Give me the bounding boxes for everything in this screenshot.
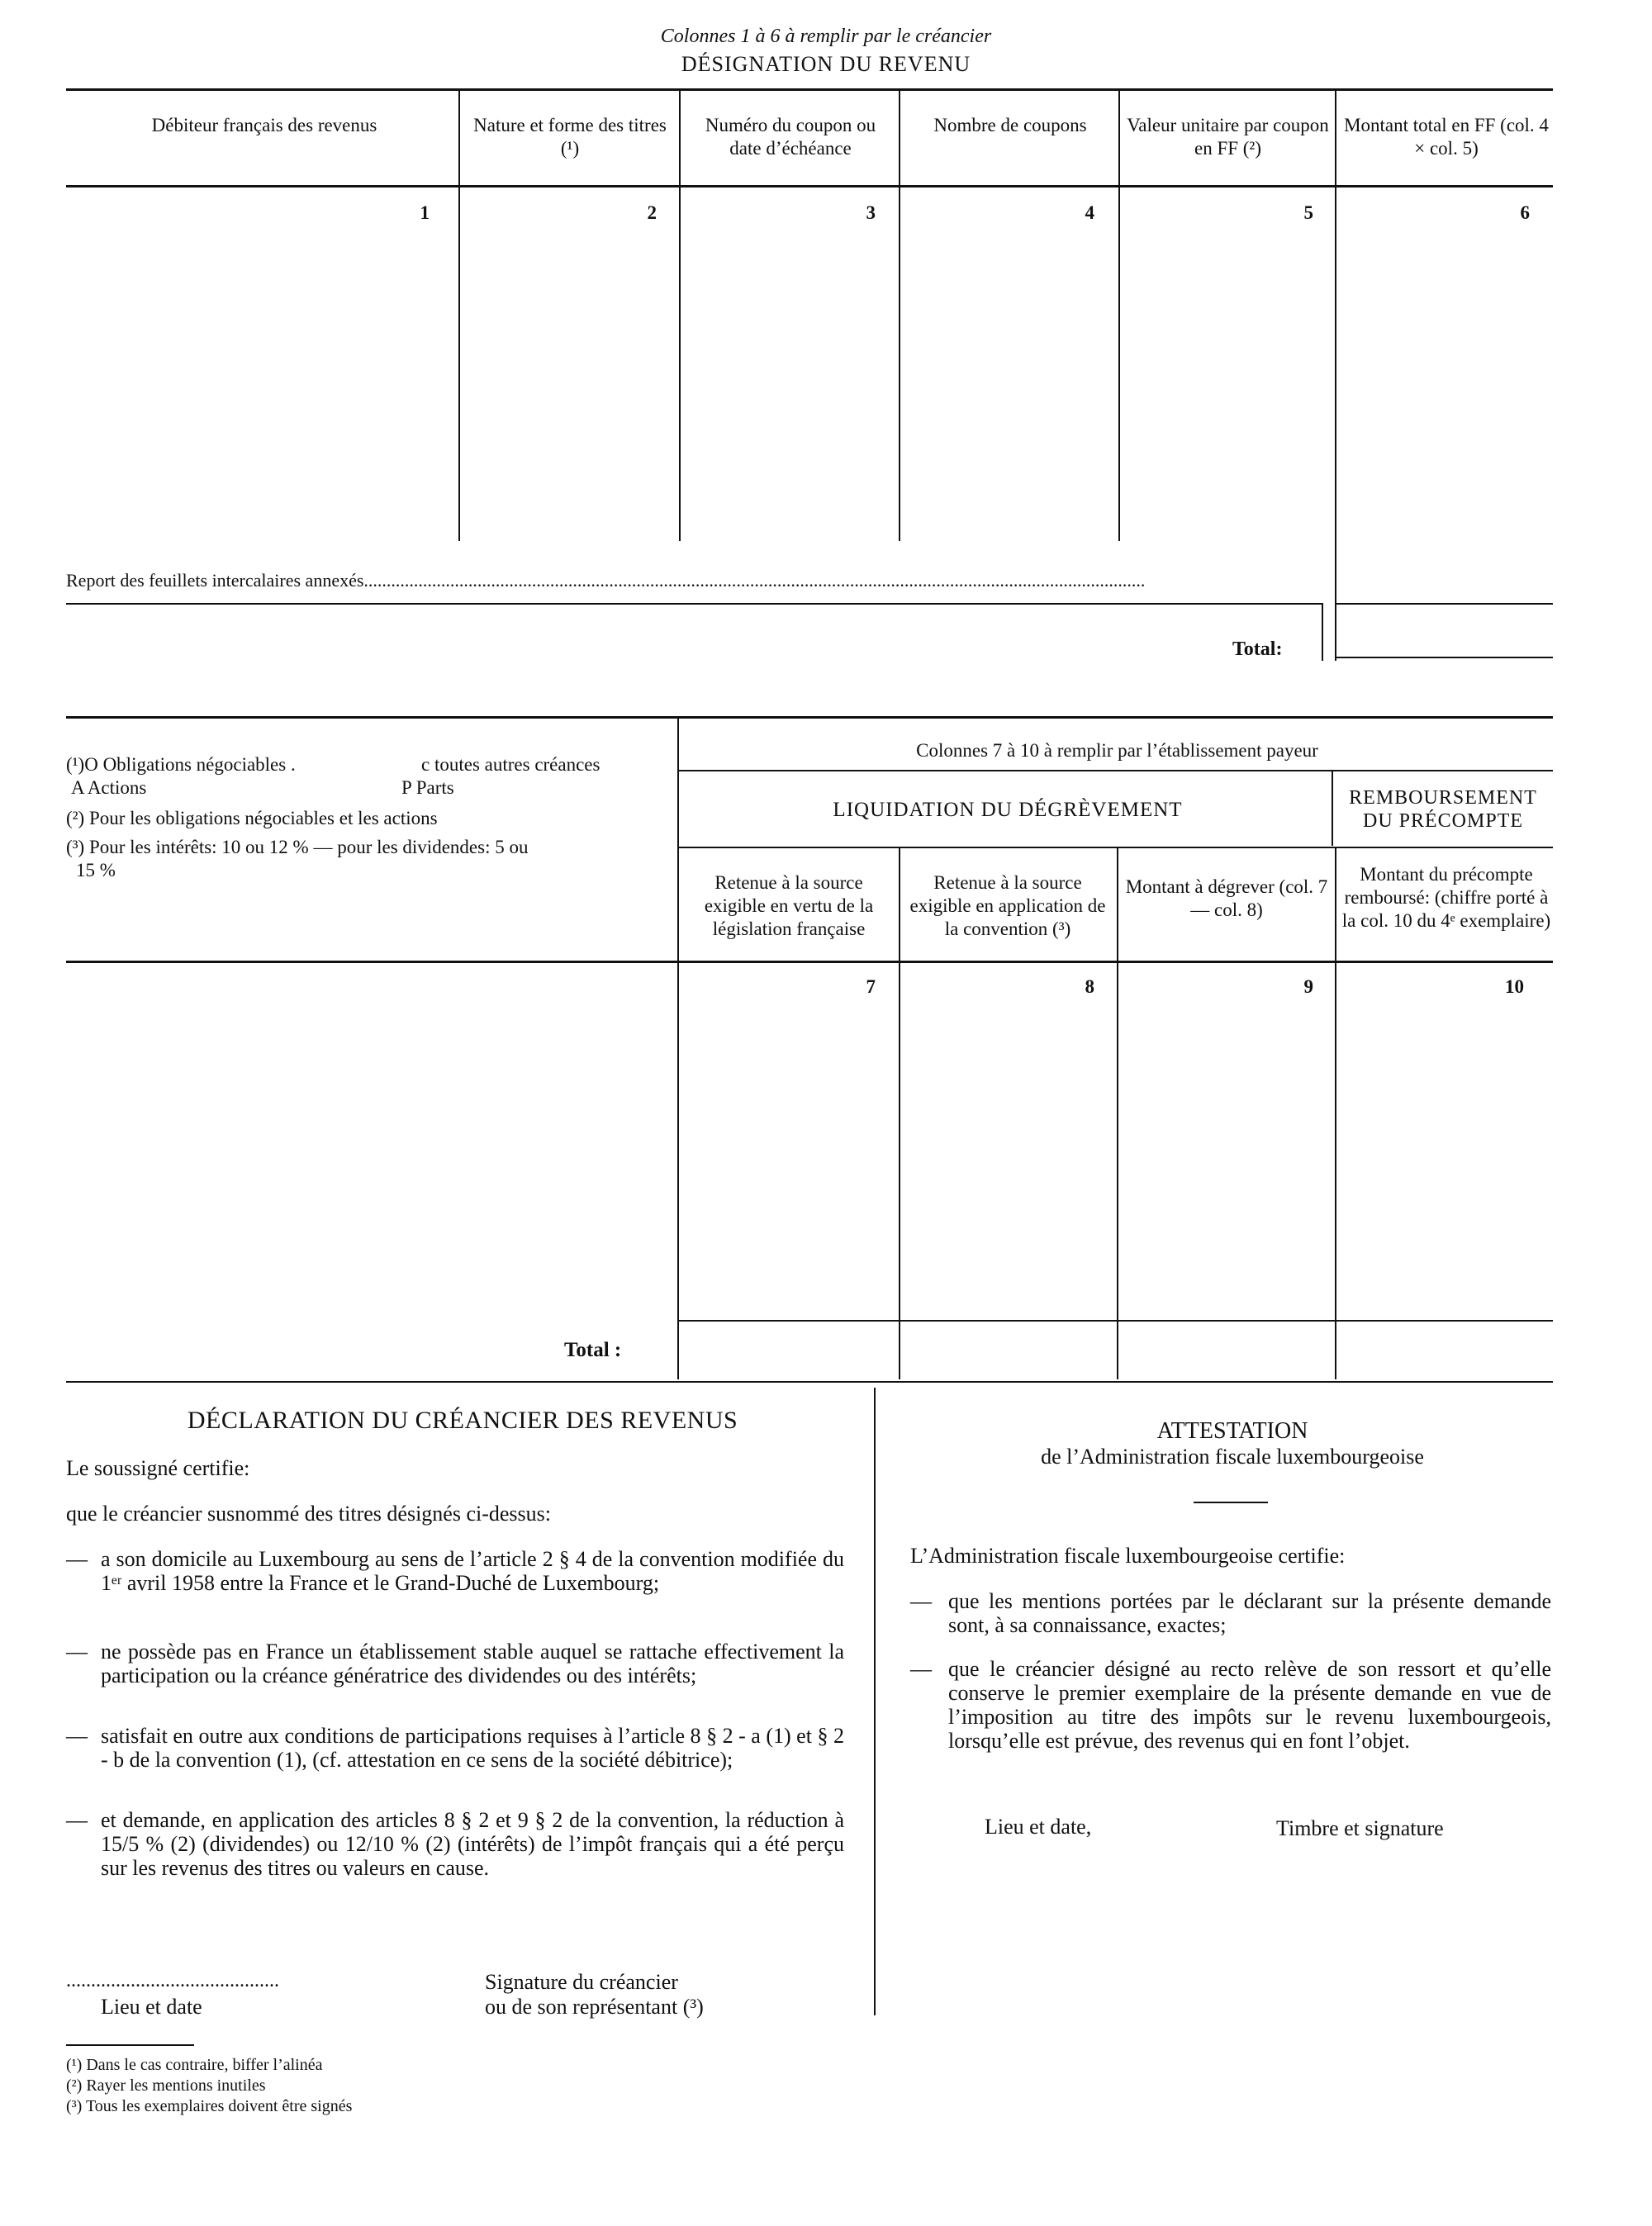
bottom-divider [874, 1388, 876, 2015]
signature-dots: ........................................... [66, 1970, 279, 1991]
remb-divider [1332, 771, 1333, 846]
attestation-item: que les mentions portées par le déclarant sur la présente demande sont, à sa connaissance, exactes; [948, 1589, 1551, 1637]
section2-left-divider [677, 719, 679, 1379]
section2-bottom-rule [66, 1381, 1553, 1383]
total-label-2: Total : [564, 1339, 622, 1361]
declaration-item: a son domicile au Luxembourg au sens de l’article 2 § 4 de la convention modifiée du 1ᵉʳ avril 1958 entre la France et le Grand-Duché de Luxembourg; [101, 1547, 844, 1595]
section2-sub-rule [679, 770, 1553, 771]
total-divider [1322, 603, 1323, 661]
col3-number: 3 [866, 202, 876, 223]
top-heading: DÉSIGNATION DU REVENU [681, 52, 971, 76]
report-rule [66, 603, 1322, 605]
col4-header: Nombre de coupons [933, 115, 1087, 135]
col9-header: Montant à dégrever (col. 7 — col. 8) [1125, 876, 1328, 920]
col7-header: Retenue à la source exigible en vertu de la législation française [704, 872, 874, 939]
remboursement-heading-2: DU PRÉCOMPTE [1362, 810, 1524, 832]
attestation-rule [1194, 1502, 1268, 1503]
declaration-item-dash: — [66, 1724, 88, 1748]
declaration-item: et demande, en application des articles 8 § 2 et 9 § 2 de la convention, la réduction à 15/5 % (2) (dividendes) ou 12/10 % (2) (intérêts) de l’impôt français qui a été perçu sur les revenus des titres ou valeurs en cause. [101, 1808, 844, 1880]
col10-header: Montant du précompte remboursé: (chiffre porté à la col. 10 du 4ᵉ exemplaire) [1341, 864, 1551, 931]
legend-line-1a: (¹)O Obligations négociables . [66, 754, 296, 775]
section2-header-rule [66, 961, 1553, 963]
footnote-1: (¹) Dans le cas contraire, biffer l’alinéa [66, 2056, 323, 2074]
table1-top-rule [66, 88, 1553, 91]
col1-number: 1 [420, 202, 430, 223]
col-divider [899, 91, 900, 541]
declaration-certifie: Le soussigné certifie: [66, 1456, 250, 1480]
legend-line-3: (²) Pour les obligations négociables et les actions [66, 808, 438, 828]
col6-header: Montant total en FF (col. 4 × col. 5) [1344, 115, 1549, 159]
section2-total-rule [679, 1320, 1553, 1322]
section2-instruction: Colonnes 7 à 10 à remplir par l’établissement payeur [916, 740, 1318, 761]
attestation-timbre: Timbre et signature [1276, 1816, 1444, 1840]
lieu-date-label: Lieu et date [101, 1995, 202, 2019]
liquidation-heading: LIQUIDATION DU DÉGRÈVEMENT [833, 799, 1183, 821]
declaration-item-dash: — [66, 1640, 88, 1664]
legend-line-4: (³) Pour les intérêts: 10 ou 12 % — pour les dividendes: 5 ou [66, 837, 529, 857]
col8-number: 8 [1085, 976, 1094, 997]
table1-header-rule [66, 185, 1553, 187]
legend-line-5: 15 % [76, 860, 116, 880]
declaration-item-dash: — [66, 1547, 88, 1571]
col10-number: 10 [1505, 976, 1524, 997]
legend-line-2a: A Actions [71, 777, 147, 798]
footnote-rule [66, 2044, 194, 2046]
col-divider [458, 91, 460, 541]
col2-header: Nature et forme des titres (¹) [473, 115, 667, 159]
attestation-item-dash: — [910, 1589, 932, 1613]
col3-header: Numéro du coupon ou date d’échéance [705, 115, 876, 159]
declaration-item: ne possède pas en France un établissement stable auquel se rattache effectivement la participation ou la créance génératrice des dividendes ou des intérêts; [101, 1640, 844, 1687]
col5-number: 5 [1303, 202, 1313, 223]
declaration-item-dash: — [66, 1808, 88, 1832]
total-box-rule [1335, 657, 1553, 658]
signature-label-1: Signature du créancier [485, 1970, 678, 1994]
attestation-lieu-date: Lieu et date, [985, 1815, 1092, 1839]
col9-number: 9 [1303, 976, 1313, 997]
declaration-item: satisfait en outre aux conditions de participations requises à l’article 8 § 2 - a (1) et § 2 - b de la convention (1), (cf. attestation en ce sens de la société débitrice); [101, 1724, 844, 1772]
section2-sub-rule-2 [679, 847, 1553, 848]
col7-number: 7 [866, 976, 876, 997]
col8-divider [1117, 848, 1118, 1379]
footnote-3: (³) Tous les exemplaires doivent être signés [66, 2097, 353, 2115]
attestation-certifie: L’Administration fiscale luxembourgeoise certifie: [910, 1544, 1346, 1568]
section2-top-rule [66, 716, 1553, 719]
signature-label-2: ou de son représentant (³) [485, 1995, 704, 2019]
col7-divider [899, 848, 900, 1379]
report-label: Report des feuillets intercalaires annexés............................................................................................................................................................................ [66, 570, 1146, 591]
declaration-title: DÉCLARATION DU CRÉANCIER DES REVENUS [187, 1407, 738, 1434]
col8-header: Retenue à la source exigible en application de la convention (³) [909, 872, 1106, 939]
attestation-title: ATTESTATION [1156, 1418, 1308, 1444]
col5-header: Valeur unitaire par coupon en FF (²) [1127, 115, 1329, 159]
col9-divider [1335, 848, 1336, 1379]
col2-number: 2 [647, 202, 657, 223]
legend-line-2b: P Parts [401, 777, 454, 798]
col-divider [1335, 91, 1336, 661]
total-label-1: Total: [1232, 638, 1283, 660]
col-divider [1118, 91, 1120, 541]
col6-number: 6 [1520, 202, 1530, 223]
legend-line-1b: c toutes autres créances [421, 754, 601, 775]
report-rule-right [1335, 603, 1553, 605]
col4-number: 4 [1085, 202, 1094, 223]
top-instruction: Colonnes 1 à 6 à remplir par le créancier [660, 26, 992, 47]
remboursement-heading-1: REMBOURSEMENT [1349, 787, 1537, 809]
declaration-intro: que le créancier susnommé des titres désignés ci-dessus: [66, 1502, 551, 1526]
attestation-subtitle: de l’Administration fiscale luxembourgeoise [1041, 1445, 1424, 1469]
col-divider [679, 91, 681, 541]
col1-header: Débiteur français des revenus [151, 115, 377, 135]
footnote-2: (²) Rayer les mentions inutiles [66, 2076, 266, 2095]
attestation-item: que le créancier désigné au recto relève de son ressort et qu’elle conserve le premier exemplaire de la présente demande en vue de l’imposition au titre des impôts sur le revenu luxembourgeois, lorsqu’elle est prévue, des revenus qui en font l’objet. [948, 1657, 1551, 1753]
attestation-item-dash: — [910, 1657, 932, 1681]
